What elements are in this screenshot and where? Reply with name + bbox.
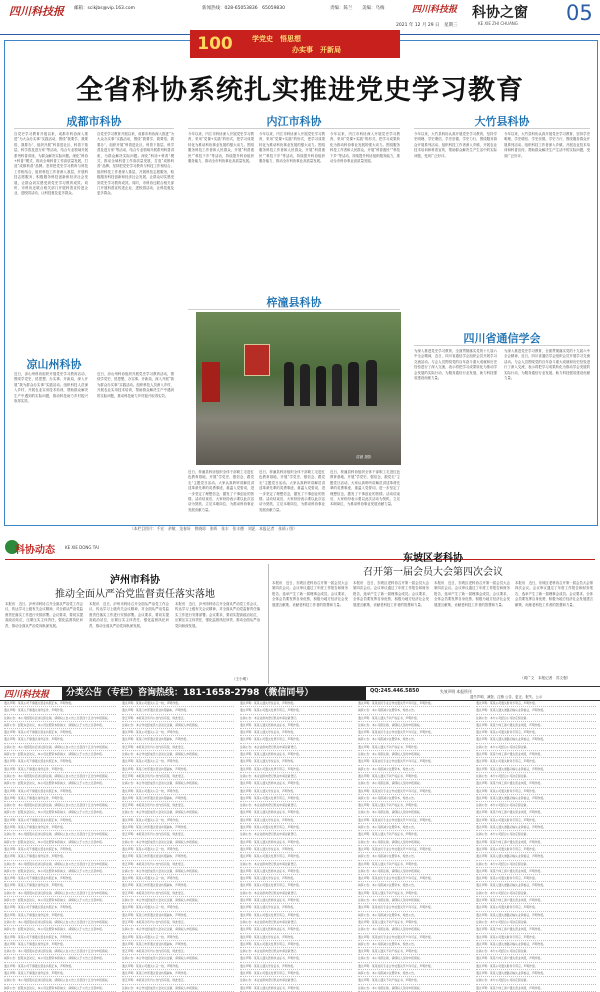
classified-ad: 注销公告：本公司拟注销，请债权人及时申报债权。 — [358, 780, 470, 787]
classified-ad: 减资公告：经股东会决议，本公司注册资本拟减少，请债权人于公告之日起申报。 — [4, 809, 116, 816]
news-section-label — [5, 540, 165, 558]
classified-ad: 注销公告：本公司拟注销，请债权人及时申报债权。 — [358, 926, 470, 933]
centenary-emblem: 100 — [197, 34, 233, 54]
classified-ad: 遗失声明：某某公司遗失财务专用章，声明作废。 — [476, 700, 596, 707]
classified-ad: 遗失声明：某某公司不慎遗失营业执照正本，声明作废。 — [4, 963, 116, 970]
header-logo: 四川科技报 — [412, 5, 458, 15]
classified-ad: 遗失声明：某某农民专业合作社遗失开户许可证，声明作废。 — [358, 963, 470, 970]
page-number: 05 — [566, 1, 593, 25]
classified-ad: 注销公告：本分公司经总公司决定拟注销。 — [476, 861, 596, 868]
classified-ad: 减资公告：经股东会决议，本公司注册资本拟减少，请债权人于公告之日起申报。 — [4, 751, 116, 758]
classified-ad: 遗失声明：某某公司不慎遗失营业执照正本，声明作废。 — [4, 788, 116, 795]
classified-ad: 注销公告：本公司经股东会决议拟注销，请债权人自公告之日起四十五日内申报债权。 — [4, 773, 116, 780]
classified-ad: 遗失声明：某某门市部遗失营业执照副本，声明作废。 — [122, 912, 234, 919]
classified-ad: 减资公告：本公司拟减少注册资本，特此公告。 — [358, 766, 470, 773]
section-title-sichuan-province: 四川省通信学会 — [463, 332, 541, 345]
classified-ad: 遗失声明：某某人遗失道路运输从业资格证，声明作废。 — [476, 707, 596, 714]
article-luzhou-col3: 本报讯 近日，泸州市科协召开全面从严治党工作会议，传达学习上级有关会议精神，对全面从严治党监督责任落实工作进行安排部署。会议要求，要切实提高政治站位，压紧压实主体责任，强化监督执纪问责，推动全面从严治党向纵深发展。 — [175, 602, 260, 628]
article-dongpo: 本报讯 近日，东坡区老科协召开第一届会员大会第四次会议。会议审议通过了年度工作报告和财务报告，选举产生了新一届理事会成员。会议要求，全体会员要发挥自身优势，积极为地方经济社会发展建言献策，贡献老科技工作者的智慧和力量。 — [272, 581, 348, 607]
luzhou-subtitle: 推动全面从严治党监督责任落实落地 — [55, 589, 215, 600]
article-dongpo-col4: 本报讯 近日，东坡区老科协召开第一届会员大会第四次会议。会议审议通过了年度工作报告和财务报告，选举产生了新一届理事会成员。会议要求，全体会员要发挥自身优势，积极为地方经济社会发展建言献策，贡献老科技工作者的智慧和力量。 — [515, 581, 593, 607]
article-luzhou: 本报讯 近日，泸州市科协召开全面从严治党工作会议，传达学习上级有关会议精神，对全面从严治党监督责任落实工作进行安排部署。会议要求，要切实提高政治站位，压紧压实主体责任，强化监督执纪问责，推动全面从严治党向纵深发展。 — [5, 602, 83, 628]
classified-ad: 遗失声明：某某公司不慎遗失营业执照正本，声明作废。 — [4, 729, 116, 736]
classified-ad: 注销公告：本企业拟向登记机关申请注销登记。 — [240, 861, 352, 868]
classified-ad: 遗失声明：某某公司遗失发票专用章，声明作废。 — [240, 766, 352, 773]
classified-ad: 注销公告：本公司拟注销，请债权人及时申报债权。 — [358, 897, 470, 904]
classified-ad: 遗失声明：某某公司遗失发票专用章，声明作废。 — [240, 824, 352, 831]
classified-ad: 遗失声明：某某人不慎遗失身份证件，声明作废。 — [4, 707, 116, 714]
classified-ad: 遗失声明：某某公司不慎遗失营业执照正本，声明作废。 — [4, 758, 116, 765]
classified-ad: 遗失声明：某某人遗失道路运输从业资格证，声明作废。 — [476, 912, 596, 919]
classified-ad: 遗失声明：某某公司遗失发票专用章，声明作废。 — [240, 941, 352, 948]
classified-ad: 遗失声明：某某公司遗失公章一枚，声明作废。 — [122, 788, 234, 795]
photo-credit: 清涵 摄影 — [356, 455, 372, 459]
classified-ad: 遗失声明：某某人不慎遗失身份证件，声明作废。 — [4, 882, 116, 889]
classified-ad: 遗失声明：某某个体工商户遗失营业执照，声明作废。 — [476, 839, 596, 846]
classified-ad: 遗失声明：某某农民专业合作社遗失开户许可证，声明作废。 — [358, 875, 470, 882]
article-dazhu: 今年以来，大竹县科协认真开展党史学习教育，坚持学史明理、学史增信、学史崇德、学史力行，围绕服务群众开展系列活动。组织科技工作者深入乡镇，开展农业技术培训和科普宣传，帮助群众解决生产生活中的实际问题，受到广泛好评。 — [414, 132, 497, 158]
article-neijiang: 今年以来，内江市科协深入开展党史学习教育，采用“党课+实践”的形式，把学习成果转化为推动科协事业发展的强大动力。围绕服务科技工作者和人民群众，开展“科普惠民”“科技下乡”等活动，持续提升科协组织服务能力，推动全市科协事业高质量发展。 — [188, 132, 254, 164]
classified-ad: 遗失声明：某某人不慎遗失身份证件，声明作废。 — [4, 795, 116, 802]
classified-ad: 遗失声明：某某公司遗失公章一枚，声明作废。 — [122, 729, 234, 736]
classified-ad: 遗失声明：某某公司遗失财务专用章，声明作废。 — [476, 817, 596, 824]
classified-ad: 遗失声明：某某人遗失学位证书，声明作废。 — [240, 875, 352, 882]
classified-ad: 遗失声明：某某个体工商户遗失营业执照，声明作废。 — [476, 722, 596, 729]
article-zitong-col3: 近日，梓潼县科协组织全体干部职工走进红色教育基地，开展“学党史、强信念、跟党走”主题党日活动。大家认真聆听讲解员讲述革命先辈的英勇事迹，重温入党誓词，进一步坚定了理想信念，激发了干事创业的热情。活动结束后，大家纷纷表示要以此次活动为契机，立足本职岗位，为推动科协事业发展贡献力量。 — [330, 470, 400, 507]
classified-ad: 遗失声明：某某门市部遗失营业执照副本，声明作废。 — [122, 970, 234, 977]
classified-ad: 遗失声明：某某人不慎遗失身份证件，声明作废。 — [4, 736, 116, 743]
article-zitong: 近日，梓潼县科协组织全体干部职工走进红色教育基地，开展“学党史、强信念、跟党走”主题党日活动。大家认真聆听讲解员讲述革命先辈的英勇事迹，重温入党誓词，进一步坚定了理想信念，激发了干事创业的热情。活动结束后，大家纷纷表示要以此次活动为契机，立足本职岗位，为推动科协事业发展贡献力量。 — [188, 470, 254, 512]
classified-ad: 遗失声明：某某人遗失医师执业证书，声明作废。 — [240, 985, 352, 992]
classified-ad: 注销公告：本公司拟注销，请债权人及时申报债权。 — [358, 985, 470, 992]
classified-ad: 减资公告：本公司拟减少注册资本，特此公告。 — [358, 912, 470, 919]
classified-ad: 更正声明：本报某日所刊公告内容有误，特此更正。 — [122, 715, 234, 722]
divider — [414, 345, 590, 346]
classified-ad: 遗失声明：某某农民专业合作社遗失开户许可证，声明作废。 — [358, 788, 470, 795]
classified-ad: 遗失声明：某某人不慎遗失身份证件，声明作废。 — [4, 853, 116, 860]
article-neijiang-col3: 今年以来，内江市科协深入开展党史学习教育，采用“党课+实践”的形式，把学习成果转化为推动科协事业发展的强大动力。围绕服务科技工作者和人民群众，开展“科普惠民”“科技下乡”等活动，持续提升科协组织服务能力，推动全市科协事业高质量发展。 — [330, 132, 400, 164]
column-pinyin: KE XIE ZHI CHUANG — [478, 21, 518, 26]
classifieds-hotline: 咨询热线：181-1658-2798（微信同号） — [138, 688, 314, 698]
section-title-dazhu: 大竹县科协 — [474, 115, 530, 128]
article-liangshan-col2: 近日，凉山州科协组织开展党史学习教育活动，围绕学党史、悟思想、办实事、开新局，深入开展“我为群众办实事”实践活动。组织科技人员深入乡村，开展农业实用技术培训，帮助群众解决生产中遇到的实际问题，推动科技助力乡村振兴取得实效。 — [97, 372, 174, 398]
classified-ad: 注销公告：本分公司经总公司决定拟注销。 — [476, 977, 596, 984]
classified-ad: 遗失声明：某某人遗失医师执业证书，声明作废。 — [240, 722, 352, 729]
classified-ad: 遗失声明：某某农民专业合作社遗失开户许可证，声明作废。 — [358, 846, 470, 853]
article-dongpo-col2: 本报讯 近日，东坡区老科协召开第一届会员大会第四次会议。会议审议通过了年度工作报告和财务报告，选举产生了新一届理事会成员。会议要求，全体会员要发挥自身优势，积极为地方经济社会发展建言献策，贡献老科技工作者的智慧和力量。 — [353, 581, 429, 607]
editor-text: 责编：陈兰 — [330, 6, 353, 11]
news-label-pinyin: KE XIE DONG TAI — [65, 545, 99, 550]
classified-ad: 遗失声明：某某公司不慎遗失营业执照正本，声明作废。 — [4, 846, 116, 853]
classified-ad: 更正声明：本报某日所刊公告内容有误，特此更正。 — [122, 802, 234, 809]
classifieds-note: 失效声明 本报所刊 — [440, 689, 472, 694]
classified-ad: 注销公告：本企业拟向登记机关申请注销登记。 — [240, 715, 352, 722]
classified-ad: 注销公告：本合作社经成员大会决议注销，请债权人申报债权。 — [122, 780, 234, 787]
classified-ad: 遗失声明：某某人遗失不动产权证书，声明作废。 — [358, 802, 470, 809]
article-chengdu-col2: 自党史学习教育开展以来，成都市科协深入推进“为大众办实事”实践活动，围绕“我要学、我要悟、我要办”，组织开展“科普进社区、科普下基层、科学普及进万家”等活动，结合专业领域开展系列科普讲座，为群众解决实际问题。深化“科协+科普”模式，推动全域科普工作高质量发展，打造“成都科普”品牌。坚持把党史学习教育与科技工作相结合，组织科技工作者深入基层，开展科技志愿服务，积极服务科技创新和经济社会发展，让群众切实感受到党史学习教育成效。同时，市科协还联合相关部门开展科普宣传进企业、进校园活动，让科技惠及更多群众。 — [97, 132, 174, 196]
classified-ad: 注销公告：本企业拟向登记机关申请注销登记。 — [240, 831, 352, 838]
classified-ad: 更正声明：本报某日所刊公告内容有误，特此更正。 — [122, 861, 234, 868]
classified-ad: 遗失声明：某某人遗失学位证书，声明作废。 — [240, 700, 352, 707]
classified-ad: 注销公告：本公司经股东会决议拟注销，请债权人自公告之日起四十五日内申报债权。 — [4, 948, 116, 955]
classified-ad: 减资公告：经股东会决议，本公司注册资本拟减少，请债权人于公告之日起申报。 — [4, 780, 116, 787]
classified-ad: 遗失声明：某某人遗失医师执业证书，声明作废。 — [240, 955, 352, 962]
classified-ad: 遗失声明：某某门市部遗失营业执照副本，声明作废。 — [122, 795, 234, 802]
classified-ad: 遗失声明：某某门市部遗失营业执照副本，声明作废。 — [122, 941, 234, 948]
classified-ad: 注销公告：本公司经股东会决议拟注销，请债权人自公告之日起四十五日内申报债权。 — [4, 744, 116, 751]
classified-ad: 更正声明：本报某日所刊公告内容有误，特此更正。 — [122, 948, 234, 955]
classified-ad: 遗失声明：某某门市部遗失营业执照副本，声明作废。 — [122, 766, 234, 773]
classified-ad: 减资公告：经股东会决议，本公司注册资本拟减少，请债权人于公告之日起申报。 — [4, 926, 116, 933]
classified-ad: 减资公告：经股东会决议，本公司注册资本拟减少，请债权人于公告之日起申报。 — [4, 985, 116, 992]
classified-ad: 注销公告：本公司拟注销，请债权人及时申报债权。 — [358, 955, 470, 962]
classified-ad: 遗失声明：某某人遗失道路运输从业资格证，声明作废。 — [476, 795, 596, 802]
section-title-liangshan: 凉山州科协 — [26, 358, 82, 371]
dongpo-subtitle: 召开第一届会员大会第四次会议 — [363, 567, 503, 578]
classified-ad: 减资公告：本公司拟减少注册资本，特此公告。 — [358, 795, 470, 802]
classified-ad: 遗失声明：某某公司遗失公章一枚，声明作废。 — [122, 963, 234, 970]
classifieds-title — [62, 687, 366, 700]
classified-ad: 注销公告：本公司拟注销，请债权人及时申报债权。 — [358, 751, 470, 758]
classified-ad: 注销公告：本分公司经总公司决定拟注销。 — [476, 773, 596, 780]
classifieds-logo: 四川科技报 — [4, 690, 50, 700]
classified-ad: 注销公告：本企业拟向登记机关申请注销登记。 — [240, 744, 352, 751]
classified-ad: 遗失声明：某某个体工商户遗失营业执照，声明作废。 — [476, 897, 596, 904]
classified-ad: 注销公告：本企业拟向登记机关申请注销登记。 — [240, 948, 352, 955]
classified-ad: 更正声明：本报某日所刊公告内容有误，特此更正。 — [122, 744, 234, 751]
classified-ad: 减资公告：本公司拟减少注册资本，特此公告。 — [358, 736, 470, 743]
ad-column-2 — [122, 700, 234, 990]
classified-ad: 遗失声明：某某门市部遗失营业执照副本，声明作废。 — [122, 736, 234, 743]
classifieds-tag: （专栏） — [102, 688, 139, 698]
classified-ad: 遗失声明：某某公司遗失公章一枚，声明作废。 — [122, 846, 234, 853]
divider — [188, 128, 400, 129]
classified-ad: 遗失声明：某某人遗失学位证书，声明作废。 — [240, 817, 352, 824]
classified-ad: 遗失声明：某某公司遗失财务专用章，声明作废。 — [476, 846, 596, 853]
classified-ad: 注销公告：本公司拟注销，请债权人及时申报债权。 — [358, 722, 470, 729]
classified-ad: 注销公告：本公司经股东会决议拟注销，请债权人自公告之日起四十五日内申报债权。 — [4, 890, 116, 897]
classified-ad: 遗失声明：某某人遗失学位证书，声明作废。 — [240, 963, 352, 970]
classified-ad: 遗失声明：某某公司遗失发票专用章，声明作废。 — [240, 736, 352, 743]
email-text: 邮箱：scikjbs@vip.163.com — [74, 6, 135, 11]
classified-ad: 遗失声明：某某人遗失不动产权证书，声明作废。 — [358, 948, 470, 955]
classified-ad: 减资公告：经股东会决议，本公司注册资本拟减少，请债权人于公告之日起申报。 — [4, 722, 116, 729]
article-neijiang-col2: 今年以来，内江市科协深入开展党史学习教育，采用“党课+实践”的形式，把学习成果转化为推动科协事业发展的强大动力。围绕服务科技工作者和人民群众，开展“科普惠民”“科技下乡”等活动，持续提升科协组织服务能力，推动全市科协事业高质量发展。 — [259, 132, 325, 164]
classified-ad: 注销公告：本公司经股东会决议拟注销，请债权人自公告之日起四十五日内申报债权。 — [4, 831, 116, 838]
classified-ad: 遗失声明：某某公司遗失发票专用章，声明作废。 — [240, 707, 352, 714]
classified-ad: 遗失声明：某某人遗失不动产权证书，声明作废。 — [358, 890, 470, 897]
divider — [14, 128, 174, 129]
classified-ad: 遗失声明：某某公司遗失公章一枚，声明作废。 — [122, 934, 234, 941]
classified-ad: 遗失声明：某某公司遗失公章一枚，声明作废。 — [122, 758, 234, 765]
ad-column-1 — [4, 700, 116, 990]
section-title-neijiang: 内江市科协 — [266, 115, 322, 128]
classified-ad: 遗失声明：某某公司遗失财务专用章，声明作废。 — [476, 904, 596, 911]
classified-ad: 遗失声明：某某人遗失道路运输从业资格证，声明作废。 — [476, 736, 596, 743]
article-dongpo-col3: 本报讯 近日，东坡区老科协召开第一届会员大会第四次会议。会议审议通过了年度工作报告和财务报告，选举产生了新一届理事会成员。会议要求，全体会员要发挥自身优势，积极为地方经济社会发展建言献策，贡献老科技工作者的智慧和力量。 — [434, 581, 510, 607]
phone-text: 新闻热线：028-65053836 65059830 — [202, 6, 286, 11]
classified-ad: 遗失声明：某某农民专业合作社遗失开户许可证，声明作废。 — [358, 817, 470, 824]
classified-ad: 遗失声明：某某公司遗失财务专用章，声明作废。 — [476, 788, 596, 795]
classified-ad: 遗失声明：某某农民专业合作社遗失开户许可证，声明作废。 — [358, 700, 470, 707]
classified-ad: 遗失声明：某某公司遗失公章一枚，声明作废。 — [122, 875, 234, 882]
classified-ad: 注销公告：本合作社经成员大会决议注销，请债权人申报债权。 — [122, 985, 234, 992]
classified-ad: 遗失声明：某某个体工商户遗失营业执照，声明作废。 — [476, 985, 596, 992]
banner-slogan-1: 学党史 悟思想 — [252, 34, 301, 43]
classified-ad: 更正声明：本报某日所刊公告内容有误，特此更正。 — [122, 773, 234, 780]
classified-ad: 遗失声明：某某人遗失医师执业证书，声明作废。 — [240, 868, 352, 875]
classified-ad: 遗失声明：某某公司遗失财务专用章，声明作废。 — [476, 934, 596, 941]
classified-ad: 更正声明：本报某日所刊公告内容有误，特此更正。 — [122, 977, 234, 984]
classified-ad: 遗失声明：某某公司不慎遗失营业执照正本，声明作废。 — [4, 934, 116, 941]
person-silhouette — [348, 362, 359, 406]
classified-ad: 遗失声明：某某公司遗失发票专用章，声明作废。 — [240, 912, 352, 919]
classified-ad: 遗失声明：某某人遗失学位证书，声明作废。 — [240, 788, 352, 795]
banner-slogan-2: 办实事 开新局 — [292, 45, 341, 54]
designer-text: 美编：乌梅 — [362, 6, 385, 11]
classified-ad: 遗失声明：某某农民专业合作社遗失开户许可证，声明作废。 — [358, 904, 470, 911]
classified-ad: 注销公告：本分公司经总公司决定拟注销。 — [476, 744, 596, 751]
ad-column-4 — [358, 700, 470, 990]
classified-ad: 遗失声明：某某农民专业合作社遗失开户许可证，声明作废。 — [358, 729, 470, 736]
classified-ad: 遗失声明：某某人遗失医师执业证书，声明作废。 — [240, 897, 352, 904]
classified-ad: 更正声明：本报某日所刊公告内容有误，特此更正。 — [122, 890, 234, 897]
classified-ad: 减资公告：本公司拟减少注册资本，特此公告。 — [358, 882, 470, 889]
article-chengdu: 自党史学习教育开展以来，成都市科协深入推进“为大众办实事”实践活动，围绕“我要学、我要悟、我要办”，组织开展“科普进社区、科普下基层、科学普及进万家”等活动，结合专业领域开展系列科普讲座，为群众解决实际问题。深化“科协+科普”模式，推动全域科普工作高质量发展，打造“成都科普”品牌。坚持把党史学习教育与科技工作相结合，组织科技工作者深入基层，开展科技志愿服务，积极服务科技创新和经济社会发展，让群众切实感受到党史学习教育成效。同时，市科协还联合相关部门开展科普宣传进企业、进校园活动，让科技惠及更多群众。 — [14, 132, 88, 196]
classified-ad: 注销公告：本公司经股东会决议拟注销，请债权人自公告之日起四十五日内申报债权。 — [4, 977, 116, 984]
classified-ad: 遗失声明：某某公司遗失发票专用章，声明作废。 — [240, 795, 352, 802]
classified-ad: 减资公告：经股东会决议，本公司注册资本拟减少，请债权人于公告之日起申报。 — [4, 897, 116, 904]
classified-ad: 遗失声明：某某个体工商户遗失营业执照，声明作废。 — [476, 780, 596, 787]
divider — [188, 309, 400, 310]
article-sichuan-province: 为深入推进党史学习教育，全面贯彻落实党的十九届六中全会精神，近日，四川省通信学会组织会员开展学习交流活动。与会人员围绕党的百年奋斗重大成就和历史经验进行了深入交流，表示将把学习成果转化为推动学会发展的实际行动，为服务通信行业发展、助力科技强省建设贡献力量。 — [414, 349, 497, 381]
classified-ad: 遗失声明：某某人遗失医师执业证书，声明作废。 — [240, 751, 352, 758]
classified-ad: 遗失声明：某某公司遗失公章一枚，声明作废。 — [122, 817, 234, 824]
luzhou-byline: （王小明） — [232, 677, 250, 681]
classified-ad: 遗失声明：某某公司不慎遗失营业执照正本，声明作废。 — [4, 700, 116, 707]
classified-ad: 更正声明：本报某日所刊公告内容有误，特此更正。 — [122, 919, 234, 926]
section-title-zitong: 梓潼县科协 — [266, 296, 322, 309]
classified-ad: 遗失声明：某某人遗失道路运输从业资格证，声明作废。 — [476, 970, 596, 977]
classified-ad: 注销公告：本公司经股东会决议拟注销，请债权人自公告之日起四十五日内申报债权。 — [4, 861, 116, 868]
classified-ad: 注销公告：本分公司经总公司决定拟注销。 — [476, 919, 596, 926]
classified-ad: 遗失声明：某某公司遗失发票专用章，声明作废。 — [240, 882, 352, 889]
classified-ad: 遗失声明：某某人遗失道路运输从业资格证，声明作废。 — [476, 853, 596, 860]
main-headline: 全省科协系统扎实推进党史学习教育 — [76, 75, 524, 106]
classified-ad: 注销公告：本合作社经成员大会决议注销，请债权人申报债权。 — [122, 809, 234, 816]
classified-ad: 遗失声明：某某人遗失医师执业证书，声明作废。 — [240, 839, 352, 846]
divider — [414, 128, 590, 129]
classified-ad: 遗失声明：某某公司遗失财务专用章，声明作废。 — [476, 729, 596, 736]
classified-ad: 遗失声明：某某人遗失不动产权证书，声明作废。 — [358, 831, 470, 838]
classified-ad: 注销公告：本合作社经成员大会决议注销，请债权人申报债权。 — [122, 897, 234, 904]
person-silhouette — [300, 364, 310, 406]
classified-ad: 遗失声明：某某农民专业合作社遗失开户许可证，声明作废。 — [358, 758, 470, 765]
classified-ad: 注销公告：本公司拟注销，请债权人及时申报债权。 — [358, 839, 470, 846]
classified-ad: 遗失声明：某某人遗失不动产权证书，声明作废。 — [358, 919, 470, 926]
classified-ad: 遗失声明：某某公司不慎遗失营业执照正本，声明作废。 — [4, 875, 116, 882]
classified-ad: 遗失声明：某某个体工商户遗失营业执照，声明作废。 — [476, 955, 596, 962]
classified-ad: 遗失声明：某某人不慎遗失身份证件，声明作废。 — [4, 970, 116, 977]
article-sichuan-province-col2: 为深入推进党史学习教育，全面贯彻落实党的十九届六中全会精神，近日，四川省通信学会组织会员开展学习交流活动。与会人员围绕党的百年奋斗重大成就和历史经验进行了深入交流，表示将把学习成果转化为推动学会发展的实际行动，为服务通信行业发展、助力科技强省建设贡献力量。 — [504, 349, 590, 381]
classified-ad: 减资公告：经股东会决议，本公司注册资本拟减少，请债权人于公告之日起申报。 — [4, 955, 116, 962]
classified-ad: 减资公告：本公司拟减少注册资本，特此公告。 — [358, 824, 470, 831]
classified-ad: 注销公告：本公司经股东会决议拟注销，请债权人自公告之日起四十五日内申报债权。 — [4, 715, 116, 722]
classified-ad: 注销公告：本公司拟注销，请债权人及时申报债权。 — [358, 868, 470, 875]
classified-ad: 注销公告：本企业拟向登记机关申请注销登记。 — [240, 890, 352, 897]
classified-ad: 注销公告：本分公司经总公司决定拟注销。 — [476, 802, 596, 809]
news-photo — [196, 312, 401, 465]
classified-ad: 注销公告：本企业拟向登记机关申请注销登记。 — [240, 802, 352, 809]
classified-ad: 注销公告：本公司经股东会决议拟注销，请债权人自公告之日起四十五日内申报债权。 — [4, 802, 116, 809]
classified-ad: 注销公告：本公司经股东会决议拟注销，请债权人自公告之日起四十五日内申报债权。 — [4, 919, 116, 926]
classified-ad: 遗失声明：某某公司遗失财务专用章，声明作废。 — [476, 875, 596, 882]
classified-ad: 遗失声明：某某人遗失道路运输从业资格证，声明作废。 — [476, 882, 596, 889]
column-title: 科协之窗 — [472, 5, 528, 21]
classifieds-title-text: 分类公告 — [66, 688, 103, 698]
classified-ad: 遗失声明：某某人遗失不动产权证书，声明作废。 — [358, 861, 470, 868]
classified-ad: 遗失声明：某某人不慎遗失身份证件，声明作废。 — [4, 824, 116, 831]
classified-ad: 遗失声明：某某门市部遗失营业执照副本，声明作废。 — [122, 707, 234, 714]
classified-ad: 遗失声明：某某人遗失学位证书，声明作废。 — [240, 758, 352, 765]
article-liangshan: 近日，凉山州科协组织开展党史学习教育活动，围绕学党史、悟思想、办实事、开新局，深入开展“我为群众办实事”实践活动。组织科技人员深入乡村，开展农业实用技术培训，帮助群众解决生产中遇到的实际问题，推动科技助力乡村振兴取得实效。 — [14, 372, 88, 404]
classified-ad: 遗失声明：某某公司遗失财务专用章，声明作废。 — [476, 758, 596, 765]
classified-ad: 注销公告：本分公司经总公司决定拟注销。 — [476, 948, 596, 955]
classifieds-right-slogan: 遗失声明、减资、注销 公告、更正、报失、公示 — [470, 695, 543, 699]
classified-ad: 遗失声明：某某门市部遗失营业执照副本，声明作废。 — [122, 882, 234, 889]
classified-ad: 遗失声明：某某人遗失学位证书，声明作废。 — [240, 904, 352, 911]
classified-ad: 遗失声明：某某公司不慎遗失营业执照正本，声明作废。 — [4, 817, 116, 824]
section-title-chengdu: 成都市科协 — [66, 115, 122, 128]
column-divider — [268, 564, 269, 684]
classified-ad: 遗失声明：某某公司遗失公章一枚，声明作废。 — [122, 904, 234, 911]
classified-ad: 遗失声明：某某公司遗失财务专用章，声明作废。 — [476, 963, 596, 970]
article-luzhou-col2: 本报讯 近日，泸州市科协召开全面从严治党工作会议，传达学习上级有关会议精神，对全面从严治党监督责任落实工作进行安排部署。会议要求，要切实提高政治站位，压紧压实主体责任，强化监督执纪问责，推动全面从严治党向纵深发展。 — [89, 602, 169, 628]
classified-ad: 注销公告：本企业拟向登记机关申请注销登记。 — [240, 773, 352, 780]
classified-ad: 遗失声明：某某人遗失学位证书，声明作废。 — [240, 729, 352, 736]
classified-ad: 遗失声明：某某公司遗失发票专用章，声明作废。 — [240, 853, 352, 860]
classified-ad: 减资公告：本公司拟减少注册资本，特此公告。 — [358, 707, 470, 714]
classified-ad: 遗失声明：某某个体工商户遗失营业执照，声明作废。 — [476, 868, 596, 875]
classified-ad: 注销公告：本合作社经成员大会决议注销，请债权人申报债权。 — [122, 868, 234, 875]
classified-ad: 遗失声明：某某人遗失不动产权证书，声明作废。 — [358, 773, 470, 780]
classified-ad: 遗失声明：某某农民专业合作社遗失开户许可证，声明作废。 — [358, 934, 470, 941]
article-zitong-col2: 近日，梓潼县科协组织全体干部职工走进红色教育基地，开展“学党史、强信念、跟党走”主题党日活动。大家认真聆听讲解员讲述革命先辈的英勇事迹，重温入党誓词，进一步坚定了理想信念，激发了干事创业的热情。活动结束后，大家纷纷表示要以此次活动为契机，立足本职岗位，为推动科协事业发展贡献力量。 — [259, 470, 325, 512]
classified-ad: 遗失声明：某某人不慎遗失身份证件，声明作废。 — [4, 912, 116, 919]
classified-ad: 遗失声明：某某人遗失医师执业证书，声明作废。 — [240, 809, 352, 816]
classified-ad: 减资公告：本公司拟减少注册资本，特此公告。 — [358, 941, 470, 948]
classified-ad: 遗失声明：某某人遗失道路运输从业资格证，声明作废。 — [476, 941, 596, 948]
news-label: 科协动态 — [15, 545, 55, 556]
classified-ad: 注销公告：本企业拟向登记机关申请注销登记。 — [240, 919, 352, 926]
person-silhouette — [316, 366, 326, 406]
classified-ad: 遗失声明：某某个体工商户遗失营业执照，声明作废。 — [476, 809, 596, 816]
classified-ad: 遗失声明：某某人不慎遗失身份证件，声明作废。 — [4, 941, 116, 948]
dongpo-byline: （周广文 本报记者 苏文强） — [520, 676, 571, 680]
dongpo-title: 东坡区老科协 — [403, 553, 463, 564]
classified-ad: 遗失声明：某某公司遗失公章一枚，声明作废。 — [122, 700, 234, 707]
classified-ad: 注销公告：本合作社经成员大会决议注销，请债权人申报债权。 — [122, 955, 234, 962]
memorial-plaque — [244, 344, 270, 376]
classified-ad: 减资公告：经股东会决议，本公司注册资本拟减少，请债权人于公告之日起申报。 — [4, 868, 116, 875]
classified-ad: 遗失声明：某某人遗失医师执业证书，声明作废。 — [240, 780, 352, 787]
person-silhouette — [366, 360, 377, 406]
classified-ad: 遗失声明：某某人遗失道路运输从业资格证，声明作废。 — [476, 824, 596, 831]
classifieds-qq: QQ:245.446.5850 — [370, 688, 420, 694]
classified-ad: 减资公告：本公司拟减少注册资本，特此公告。 — [358, 970, 470, 977]
classified-ad: 注销公告：本公司拟注销，请债权人及时申报债权。 — [358, 809, 470, 816]
classified-ad: 遗失声明：某某人遗失不动产权证书，声明作废。 — [358, 977, 470, 984]
date-text: 2021 年 12 月 29 日 星期三 — [396, 23, 458, 28]
classified-ad: 注销公告：本分公司经总公司决定拟注销。 — [476, 890, 596, 897]
classified-ad: 注销公告：本分公司经总公司决定拟注销。 — [476, 831, 596, 838]
classified-ad: 遗失声明：某某人遗失学位证书，声明作废。 — [240, 934, 352, 941]
classified-ad: 遗失声明：某某个体工商户遗失营业执照，声明作废。 — [476, 926, 596, 933]
classified-ad: 注销公告：本分公司经总公司决定拟注销。 — [476, 715, 596, 722]
ad-column-3 — [240, 700, 352, 990]
classified-ad: 注销公告：本合作社经成员大会决议注销，请债权人申报债权。 — [122, 926, 234, 933]
classified-ad: 遗失声明：某某人遗失不动产权证书，声明作废。 — [358, 744, 470, 751]
classified-ad: 遗失声明：某某人遗失道路运输从业资格证，声明作废。 — [476, 766, 596, 773]
person-silhouette — [332, 364, 342, 406]
classified-ad: 遗失声明：某某人遗失不动产权证书，声明作废。 — [358, 715, 470, 722]
classified-ad: 遗失声明：某某人不慎遗失身份证件，声明作废。 — [4, 766, 116, 773]
photo-credits-line: （本栏目图片：千宏 余敏 龙春轩 曾晓琼 张晖 张丰 张丰德 刘泥 本报记者 张靖 / 图） — [130, 526, 297, 531]
classified-ad: 遗失声明：某某公司不慎遗失营业执照正本，声明作废。 — [4, 904, 116, 911]
ad-column-5 — [476, 700, 596, 990]
classified-ad: 注销公告：本合作社经成员大会决议注销，请债权人申报债权。 — [122, 722, 234, 729]
luzhou-title: 泸州市科协 — [110, 575, 160, 586]
classified-ad: 遗失声明：某某人遗失学位证书，声明作废。 — [240, 846, 352, 853]
classified-ad: 遗失声明：某某个体工商户遗失营业执照，声明作废。 — [476, 751, 596, 758]
classified-ad: 遗失声明：某某人遗失医师执业证书，声明作废。 — [240, 926, 352, 933]
classified-ad: 遗失声明：某某公司遗失发票专用章，声明作废。 — [240, 970, 352, 977]
paper-logo: 四川科技报 — [9, 5, 64, 18]
red-board — [202, 362, 220, 402]
classified-ad: 减资公告：经股东会决议，本公司注册资本拟减少，请债权人于公告之日起申报。 — [4, 839, 116, 846]
classified-ad: 更正声明：本报某日所刊公告内容有误，特此更正。 — [122, 831, 234, 838]
classified-ad: 注销公告：本合作社经成员大会决议注销，请债权人申报债权。 — [122, 751, 234, 758]
article-dazhu-col2: 今年以来，大竹县科协认真开展党史学习教育，坚持学史明理、学史增信、学史崇德、学史力行，围绕服务群众开展系列活动。组织科技工作者深入乡镇，开展农业技术培训和科普宣传，帮助群众解决生产生活中的实际问题，受到广泛好评。 — [504, 132, 590, 158]
classified-ad: 注销公告：本企业拟向登记机关申请注销登记。 — [240, 977, 352, 984]
classified-ad: 遗失声明：某某门市部遗失营业执照副本，声明作废。 — [122, 853, 234, 860]
person-silhouette — [284, 362, 294, 406]
classified-ad: 注销公告：本合作社经成员大会决议注销，请债权人申报债权。 — [122, 839, 234, 846]
party-banner — [190, 30, 400, 58]
classified-ad: 遗失声明：某某门市部遗失营业执照副本，声明作废。 — [122, 824, 234, 831]
classified-ad: 减资公告：本公司拟减少注册资本，特此公告。 — [358, 853, 470, 860]
classifieds-bar — [0, 686, 600, 701]
